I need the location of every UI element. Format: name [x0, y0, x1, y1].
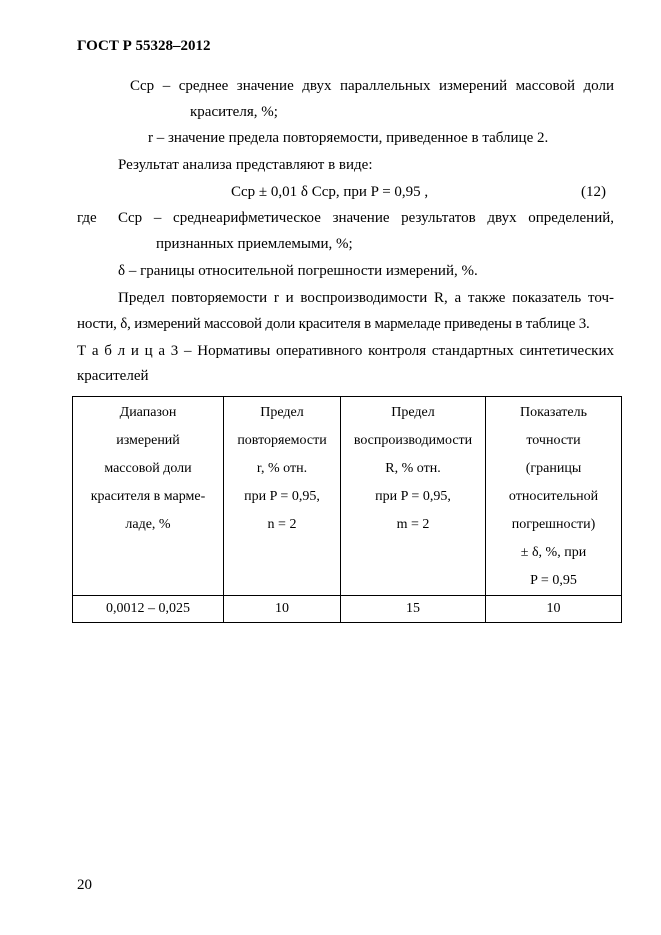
where-c-line1	[118, 210, 614, 227]
cell-range: 0,0012 – 0,025	[73, 596, 224, 623]
definition-r: r – значение предела повторяемости, приведенное в таблице 2.	[148, 130, 549, 146]
definition-c-line1-symbol: Cср	[130, 78, 155, 94]
cell-reproducibility: 15	[341, 596, 486, 623]
definition-c-line2: красителя, %;	[190, 104, 278, 120]
definition-c-line1-text: – среднее значение двух параллельных измерений массовой доли	[162, 78, 614, 94]
cell-accuracy: 10	[486, 596, 622, 623]
paragraph-line2: ности, δ, измерений массовой доли красителя в мармеладе приведены в таблице 3.	[77, 316, 590, 332]
result-formula: Cср ± 0,01 δ Cср, при P = 0,95 ,	[231, 184, 429, 200]
table-caption-line1: Т а б л и ц а 3 – Нормативы оперативного контроля стандартных синтетических	[77, 343, 614, 359]
where-word: где	[77, 210, 97, 226]
page-number: 20	[77, 877, 92, 893]
formula-number: (12)	[581, 184, 606, 200]
header-range: Диапазон измерений массовой доли красителя в марме- ладе, %	[73, 397, 224, 596]
result-intro: Результат анализа представляют в виде:	[118, 157, 373, 173]
where-c-line2: признанных приемлемыми, %;	[156, 236, 353, 252]
where-delta: δ – границы относительной погрешности измерений, %.	[118, 263, 478, 279]
document-header: ГОСТ Р 55328–2012	[77, 38, 211, 54]
header-accuracy: Показатель точности (границы относительной погрешности) ± δ, %, при P = 0,95	[486, 397, 622, 596]
table-header-row	[73, 397, 622, 596]
table-caption-line2: красителей	[77, 368, 149, 384]
norms-table	[72, 396, 622, 623]
header-repeatability: Предел повторяемости r, % отн. при P = 0,95, n = 2	[224, 397, 341, 596]
definition-c-line1	[130, 78, 614, 95]
paragraph-line1: Предел повторяемости r и воспроизводимости R, а также показатель точ-	[118, 290, 614, 306]
where-c-symbol: Cср	[118, 210, 143, 226]
cell-repeatability: 10	[224, 596, 341, 623]
where-c-text-line1: – среднеарифметическое значение результатов двух определений,	[153, 210, 614, 226]
table-row	[73, 596, 622, 623]
header-reproducibility: Предел воспроизводимости R, % отн. при P = 0,95, m = 2	[341, 397, 486, 596]
